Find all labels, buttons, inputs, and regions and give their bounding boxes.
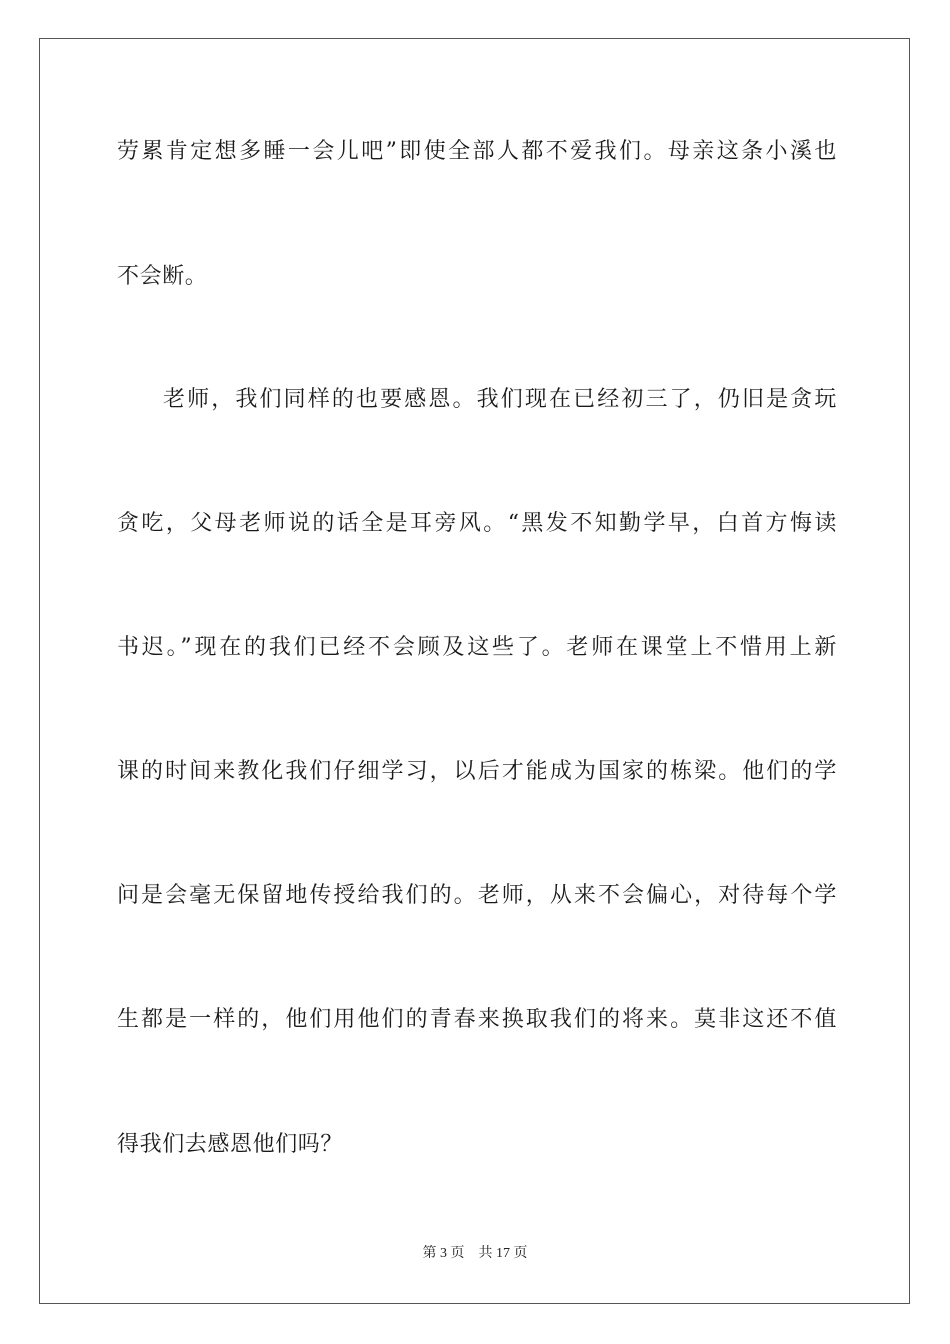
paragraph-line-3: 老师，我们同样的也要感恩。我们现在已经初三了，仍旧是贪玩 (163, 387, 837, 412)
paragraph-line-5: 书迟。”现在的我们已经不会顾及这些了。老师在课堂上不惜用上新 (117, 635, 837, 660)
page-total: 共 17 页 (478, 1246, 528, 1261)
paragraph-line-8: 生都是一样的，他们用他们的青春来换取我们的将来。莫非这还不值 (117, 1007, 837, 1032)
page-border (39, 38, 910, 1304)
paragraph-line-4: 贪吃，父母老师说的话全是耳旁风。“黑发不知勤学早，白首方悔读 (117, 511, 837, 536)
paragraph-line-9: 得我们去感恩他们吗？ (117, 1132, 344, 1157)
paragraph-line-2: 不会断。 (117, 264, 208, 289)
paragraph-line-7: 问是会毫无保留地传授给我们的。老师，从来不会偏心，对待每个学 (117, 883, 837, 908)
page-footer (0, 1244, 950, 1264)
paragraph-line-6: 课的时间来教化我们仔细学习，以后才能成为国家的栋梁。他们的学 (117, 759, 837, 784)
page-number: 第 3 页 (422, 1246, 465, 1261)
paragraph-line-1: 劳累肯定想多睡一会儿吧”即使全部人都不爱我们。母亲这条小溪也 (117, 139, 837, 164)
